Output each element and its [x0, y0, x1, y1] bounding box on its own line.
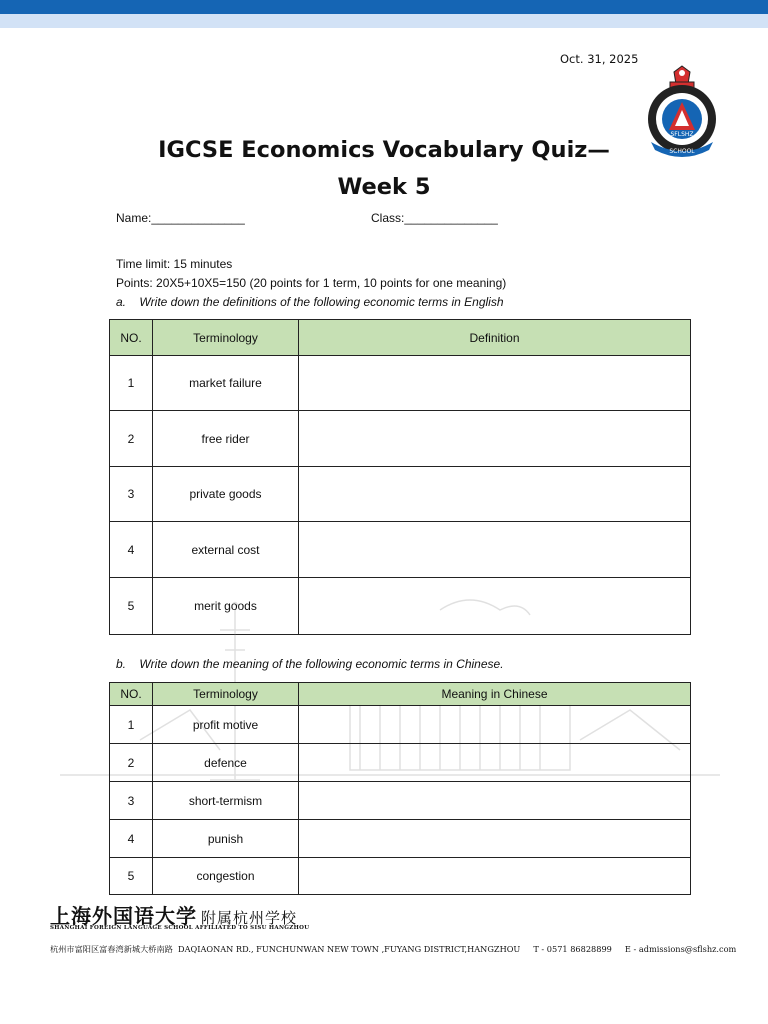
row-term: market failure [153, 356, 299, 411]
table-row [110, 356, 691, 411]
part-a-instruction: a. Write down the definitions of the following economic terms in English [116, 295, 504, 309]
school-name-main: 上海外国语大学 [50, 904, 197, 928]
row-no: 2 [110, 411, 153, 467]
header-no: NO. [110, 320, 153, 356]
crest-text: SFLSHZ [670, 131, 694, 138]
school-address: 杭州市富阳区富春湾新城大桥南路 DAQIAONAN RD., FUNCHUNWAN NEW TOWN ,FUYANG DISTRICT,HANGZHOU T - 0571 86828899 E - admissions@sflshz.com [50, 944, 737, 954]
class-field[interactable]: Class:______________ [371, 211, 498, 225]
row-no: 2 [110, 744, 153, 782]
school-crest-logo [643, 64, 721, 164]
part-b-instruction: b. Write down the meaning of the following economic terms in Chinese. [116, 657, 504, 671]
row-term: short-termism [153, 782, 299, 820]
title-line-2: Week 5 [337, 174, 431, 200]
school-name-english: SHANGHAI FOREIGN LANGUAGE SCHOOL AFFILIATED TO SISU HANGZHOU [50, 925, 310, 931]
header-terminology: Terminology [153, 320, 299, 356]
table-row [110, 706, 691, 744]
table-row [110, 782, 691, 820]
table-header-row [110, 683, 691, 706]
definition-table [109, 319, 691, 635]
answer-cell[interactable] [299, 467, 691, 522]
answer-cell[interactable] [299, 411, 691, 467]
header-no: NO. [110, 683, 153, 706]
table-row [110, 744, 691, 782]
row-term: external cost [153, 522, 299, 578]
row-no: 1 [110, 706, 153, 744]
time-limit: Time limit: 15 minutes [116, 257, 233, 271]
answer-cell[interactable] [299, 858, 691, 895]
table-row [110, 858, 691, 895]
header-terminology: Terminology [153, 683, 299, 706]
crest-band-text: SCHOOL [669, 148, 695, 155]
meaning-table [109, 682, 691, 895]
table-row [110, 522, 691, 578]
header-meaning: Meaning in Chinese [299, 683, 691, 706]
row-term: free rider [153, 411, 299, 467]
row-term: punish [153, 820, 299, 858]
page-title [120, 132, 648, 206]
title-line-1: IGCSE Economics Vocabulary Quiz— [158, 137, 610, 163]
name-field[interactable]: Name:______________ [116, 211, 245, 225]
school-name-sub: 附属杭州学校 [201, 909, 298, 927]
table-row [110, 820, 691, 858]
row-no: 4 [110, 522, 153, 578]
header-definition: Definition [299, 320, 691, 356]
row-no: 4 [110, 820, 153, 858]
answer-cell[interactable] [299, 356, 691, 411]
row-term: congestion [153, 858, 299, 895]
row-no: 5 [110, 858, 153, 895]
table-header-row [110, 320, 691, 356]
row-no: 3 [110, 782, 153, 820]
answer-cell[interactable] [299, 706, 691, 744]
quiz-date: Oct. 31, 2025 [560, 52, 639, 66]
answer-cell[interactable] [299, 820, 691, 858]
row-term: defence [153, 744, 299, 782]
table-row [110, 411, 691, 467]
row-no: 3 [110, 467, 153, 522]
row-term: private goods [153, 467, 299, 522]
row-term: profit motive [153, 706, 299, 744]
table-row [110, 467, 691, 522]
top-banner [0, 0, 768, 14]
answer-cell[interactable] [299, 744, 691, 782]
row-no: 1 [110, 356, 153, 411]
row-term: merit goods [153, 578, 299, 635]
row-no: 5 [110, 578, 153, 635]
answer-cell[interactable] [299, 522, 691, 578]
answer-cell[interactable] [299, 782, 691, 820]
top-banner-light [0, 14, 768, 28]
points-info: Points: 20X5+10X5=150 (20 points for 1 term, 10 points for one meaning) [116, 276, 507, 290]
